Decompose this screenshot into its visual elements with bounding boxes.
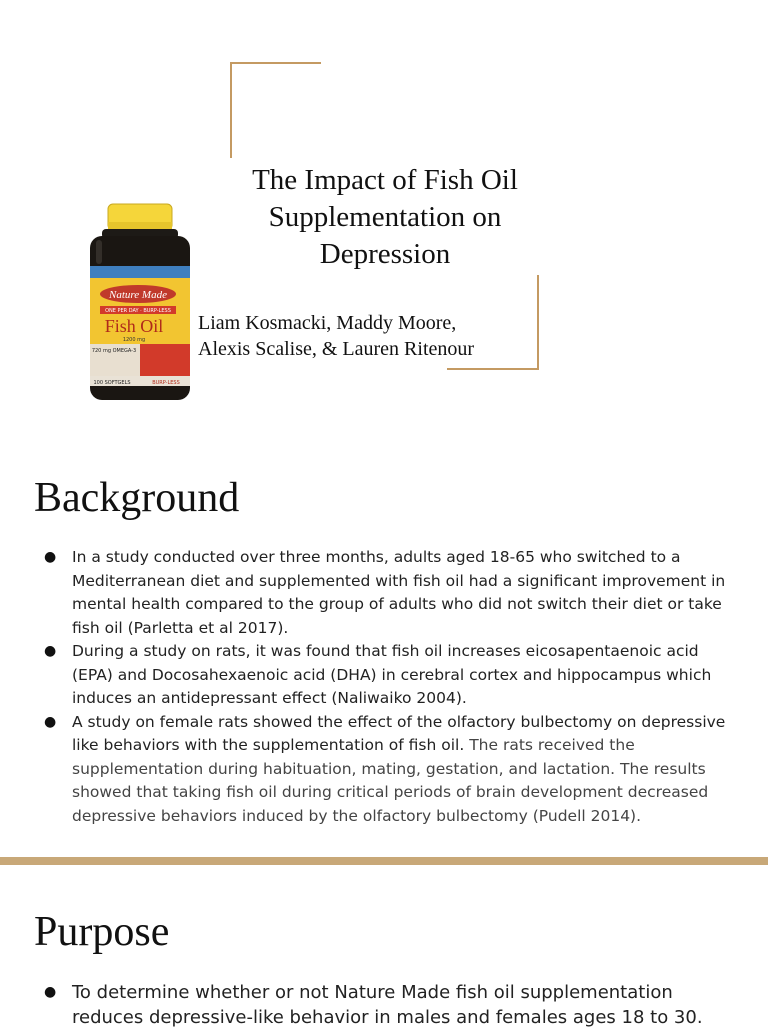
bottle-tagline-text: ONE PER DAY · BURP-LESS [105,308,171,314]
authors [198,310,578,362]
bottle-count-text: 100 SOFTGELS [93,380,131,386]
bullet-text: In a study conducted over three months, adults aged 18-65 who switched to a Mediterranean diet and supplemented with fish oil had a significant improvement in mental health compared to the group of adults who did not switch their diet or take fish oil (Parletta et al 2017). [72,548,726,637]
decorative-corner-top [230,62,321,64]
bottle-flavor-text: BURP-LESS [152,380,180,386]
background-bullet-list [34,546,734,828]
slide-title [232,162,538,273]
purpose-bullet-list [34,980,734,1030]
bullet-icon: ● [44,713,57,730]
bottle-dose-text: 1200 mg [122,337,146,343]
fish-oil-bottle-image [82,200,198,405]
title-slide [0,0,768,432]
list-item [34,711,734,829]
bottle-product-text: Fish Oil [104,316,164,336]
background-heading: Background [34,475,240,521]
list-item [34,980,734,1030]
title-line-3: Depression [319,238,451,270]
purpose-heading: Purpose [34,909,170,955]
list-item [34,640,734,711]
bullet-text-continued: The rats received the supplementation during habituation, mating, gestation, and lactation. The results showed that taking fish oil during critical periods of brain development decreased depressive behaviors induced by the olfactory bulbectomy (Pudell 2014). [72,736,709,825]
list-item [34,546,734,640]
bottle-omega-text: 720 mg OMEGA-3 [91,348,137,354]
title-line-2: Supplementation on [268,201,502,233]
bottle-brand-text: Nature Made [109,289,167,301]
bullet-text: A study on female rats showed the effect of the olfactory bulbectomy on depressive like behaviors with the supplementation of fish oil. [72,712,726,754]
authors-line-2: Alexis Scalise, & Lauren Ritenour [198,338,475,360]
bullet-icon: ● [44,984,57,1000]
bullet-icon: ● [44,549,57,565]
decorative-corner-left [230,62,232,158]
bullet-text: To determine whether or not Nature Made fish oil supplementation reduces depressive-like behavior in males and females ages 18 to 30. [72,982,703,1028]
bullet-text: During a study on rats, it was found that fish oil increases eicosapentaenoic acid (EPA) and Docosahexaenoic acid (DHA) in cerebral cortex and hippocampus which induces an antidepressant effect (Naliwaiko 2004). [72,642,712,707]
bullet-icon: ● [44,643,57,659]
slide-divider [0,857,768,865]
title-line-1: The Impact of Fish Oil [252,164,518,196]
authors-line-1: Liam Kosmacki, Maddy Moore, [198,312,457,334]
title-box [198,162,538,372]
